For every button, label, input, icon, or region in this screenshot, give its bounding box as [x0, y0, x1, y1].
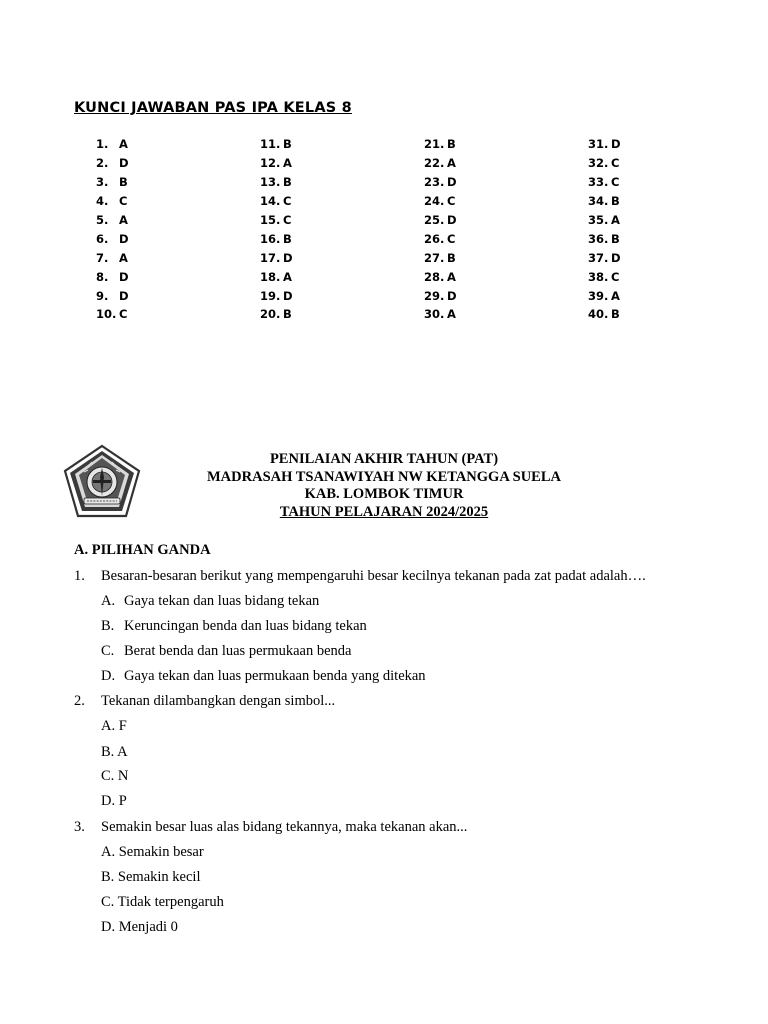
- answer-letter: C: [611, 269, 620, 284]
- answer-number: 25.: [424, 213, 445, 227]
- answer-letter: D: [119, 288, 129, 303]
- question-number: 3.: [74, 819, 85, 835]
- answer-letter: C: [283, 213, 292, 227]
- answer-key-row: [588, 305, 621, 324]
- question-3-option-b: B. Semakin kecil: [101, 869, 201, 885]
- answer-key-row: [96, 135, 129, 154]
- answer-letter: A: [447, 269, 456, 284]
- answer-number: 11.: [260, 137, 281, 152]
- answer-number: 6.: [96, 231, 109, 246]
- option-letter: C.: [101, 643, 115, 659]
- answer-key-row: [424, 267, 457, 286]
- answer-number: 35.: [588, 213, 609, 227]
- question-number: 2.: [74, 693, 85, 709]
- answer-key-row: [588, 192, 621, 211]
- answer-letter: B: [283, 307, 292, 322]
- answer-number: 14.: [260, 194, 281, 209]
- answer-number: 20.: [260, 307, 281, 322]
- answer-key-column-3: [424, 135, 457, 324]
- answer-number: 29.: [424, 288, 445, 303]
- question-3-option-d: D. Menjadi 0: [101, 919, 178, 935]
- question-2-option-b: B. A: [101, 744, 128, 760]
- section-title: A. PILIHAN GANDA: [74, 542, 211, 558]
- answer-key-row: [424, 154, 457, 173]
- exam-title: PENILAIAN AKHIR TAHUN (PAT): [269, 451, 499, 467]
- answer-number: 40.: [588, 307, 609, 322]
- question-2: [74, 693, 335, 710]
- exam-header: [150, 451, 618, 521]
- question-number: 1.: [74, 568, 85, 584]
- answer-key-row: [588, 173, 621, 192]
- answer-letter: A: [447, 307, 456, 322]
- answer-number: 13.: [260, 175, 281, 190]
- answer-key-row: [588, 229, 621, 248]
- answer-letter: A: [447, 156, 456, 171]
- answer-number: 39.: [588, 288, 609, 303]
- answer-letter: B: [611, 231, 620, 246]
- answer-key-row: [424, 248, 457, 267]
- question-3: [74, 819, 467, 836]
- answer-key-row: [588, 286, 621, 305]
- answer-key-row: [260, 267, 293, 286]
- answer-letter: C: [447, 194, 456, 209]
- question-2-option-d: D. P: [101, 793, 127, 809]
- answer-key-row: [96, 286, 129, 305]
- answer-number: 1.: [96, 137, 109, 152]
- answer-key-row: [96, 154, 129, 173]
- answer-number: 31.: [588, 137, 609, 152]
- answer-key-row: [260, 135, 293, 154]
- option-text: Gaya tekan dan luas permukaan benda yang ditekan: [124, 668, 426, 684]
- answer-key-row: [424, 173, 457, 192]
- answer-key-row: [424, 305, 457, 324]
- answer-key-row: [260, 211, 293, 230]
- option-letter: D.: [101, 668, 116, 684]
- option-text: Gaya tekan dan luas bidang tekan: [124, 593, 320, 609]
- option-text: Berat benda dan luas permukaan benda: [124, 643, 352, 659]
- answer-key-row: [96, 173, 129, 192]
- answer-key-column-4: [588, 135, 621, 324]
- answer-letter: A: [611, 288, 620, 303]
- answer-letter: C: [119, 194, 128, 209]
- answer-letter: A: [611, 213, 620, 227]
- answer-key-row: [588, 135, 621, 154]
- answer-key-row: [96, 267, 129, 286]
- answer-key-row: [588, 248, 621, 267]
- question-1: [74, 568, 646, 585]
- question-1-option-d: [101, 668, 426, 685]
- question-1-option-a: [101, 593, 319, 610]
- answer-key-row: [260, 173, 293, 192]
- answer-key-row: [260, 192, 293, 211]
- answer-number: 7.: [96, 250, 109, 265]
- answer-key-column-2: [260, 135, 293, 324]
- answer-letter: D: [447, 288, 457, 303]
- option-letter: B.: [101, 618, 115, 634]
- answer-number: 34.: [588, 194, 609, 209]
- answer-number: 38.: [588, 269, 609, 284]
- answer-number: 19.: [260, 288, 281, 303]
- question-1-option-b: [101, 618, 367, 635]
- answer-key-row: [96, 192, 129, 211]
- answer-letter: B: [447, 250, 456, 265]
- answer-letter: D: [611, 250, 621, 265]
- answer-number: 10.: [96, 307, 117, 322]
- answer-letter: D: [283, 250, 293, 265]
- answer-key-title: KUNCI JAWABAN PAS IPA KELAS 8: [74, 100, 352, 116]
- answer-letter: B: [283, 175, 292, 190]
- answer-letter: C: [119, 307, 128, 322]
- answer-letter: D: [119, 231, 129, 246]
- answer-letter: B: [283, 137, 292, 152]
- answer-key-row: [424, 286, 457, 305]
- answer-key-row: [96, 211, 129, 230]
- answer-key-row: [260, 286, 293, 305]
- question-2-option-a: A. F: [101, 718, 127, 734]
- answer-key-row: [424, 135, 457, 154]
- answer-letter: B: [611, 307, 620, 322]
- answer-number: 5.: [96, 213, 109, 227]
- answer-number: 33.: [588, 175, 609, 190]
- answer-key-column-1: [96, 135, 129, 324]
- answer-number: 32.: [588, 156, 609, 171]
- answer-letter: D: [447, 175, 457, 190]
- answer-letter: A: [283, 269, 292, 284]
- school-logo-icon: [62, 444, 142, 520]
- answer-letter: D: [119, 269, 129, 284]
- answer-letter: C: [447, 231, 456, 246]
- answer-number: 36.: [588, 231, 609, 246]
- answer-key-row: [424, 211, 457, 230]
- answer-key-row: [588, 211, 621, 230]
- answer-letter: A: [119, 137, 128, 152]
- answer-key-row: [260, 229, 293, 248]
- answer-key-row: [96, 229, 129, 248]
- answer-number: 23.: [424, 175, 445, 190]
- answer-letter: B: [283, 231, 292, 246]
- answer-number: 22.: [424, 156, 445, 171]
- answer-number: 8.: [96, 269, 109, 284]
- answer-key-row: [260, 154, 293, 173]
- academic-year: TAHUN PELAJARAN 2024/2025: [279, 503, 489, 520]
- option-text: Keruncingan benda dan luas bidang tekan: [124, 618, 367, 634]
- answer-number: 3.: [96, 175, 109, 190]
- answer-letter: B: [119, 175, 128, 190]
- question-text: Besaran-besaran berikut yang mempengaruhi besar kecilnya tekanan pada zat padat adalah….: [101, 568, 646, 584]
- school-name: MADRASAH TSANAWIYAH NW KETANGGA SUELA: [207, 468, 561, 485]
- answer-key-row: [260, 248, 293, 267]
- question-1-option-c: [101, 643, 351, 660]
- answer-letter: C: [611, 156, 620, 171]
- answer-number: 18.: [260, 269, 281, 284]
- answer-letter: D: [283, 288, 293, 303]
- answer-letter: D: [119, 156, 129, 171]
- answer-key-row: [260, 305, 293, 324]
- answer-number: 9.: [96, 288, 109, 303]
- answer-letter: A: [119, 250, 128, 265]
- answer-number: 28.: [424, 269, 445, 284]
- answer-letter: D: [611, 137, 621, 152]
- answer-number: 37.: [588, 250, 609, 265]
- answer-number: 26.: [424, 231, 445, 246]
- answer-letter: B: [447, 137, 456, 152]
- answer-number: 16.: [260, 231, 281, 246]
- answer-number: 12.: [260, 156, 281, 171]
- answer-key-row: [96, 248, 129, 267]
- answer-number: 2.: [96, 156, 109, 171]
- answer-number: 30.: [424, 307, 445, 322]
- school-region: KAB. LOMBOK TIMUR: [304, 486, 464, 502]
- question-text: Semakin besar luas alas bidang tekannya, maka tekanan akan...: [101, 819, 468, 835]
- question-text: Tekanan dilambangkan dengan simbol...: [101, 693, 336, 709]
- question-2-option-c: C. N: [101, 768, 129, 784]
- answer-letter: A: [283, 156, 292, 171]
- question-3-option-a: A. Semakin besar: [101, 844, 204, 860]
- answer-key-row: [588, 154, 621, 173]
- answer-letter: A: [119, 213, 128, 227]
- answer-number: 4.: [96, 194, 109, 209]
- answer-key-row: [588, 267, 621, 286]
- answer-number: 17.: [260, 250, 281, 265]
- answer-letter: B: [611, 194, 620, 209]
- answer-number: 15.: [260, 213, 281, 227]
- option-letter: A.: [101, 593, 116, 609]
- answer-number: 27.: [424, 250, 445, 265]
- answer-key-row: [424, 192, 457, 211]
- answer-letter: D: [447, 213, 457, 227]
- answer-letter: C: [611, 175, 620, 190]
- answer-key-row: [96, 305, 129, 324]
- answer-number: 21.: [424, 137, 445, 152]
- answer-number: 24.: [424, 194, 445, 209]
- question-3-option-c: C. Tidak terpengaruh: [101, 894, 224, 910]
- answer-key-row: [424, 229, 457, 248]
- answer-letter: C: [283, 194, 292, 209]
